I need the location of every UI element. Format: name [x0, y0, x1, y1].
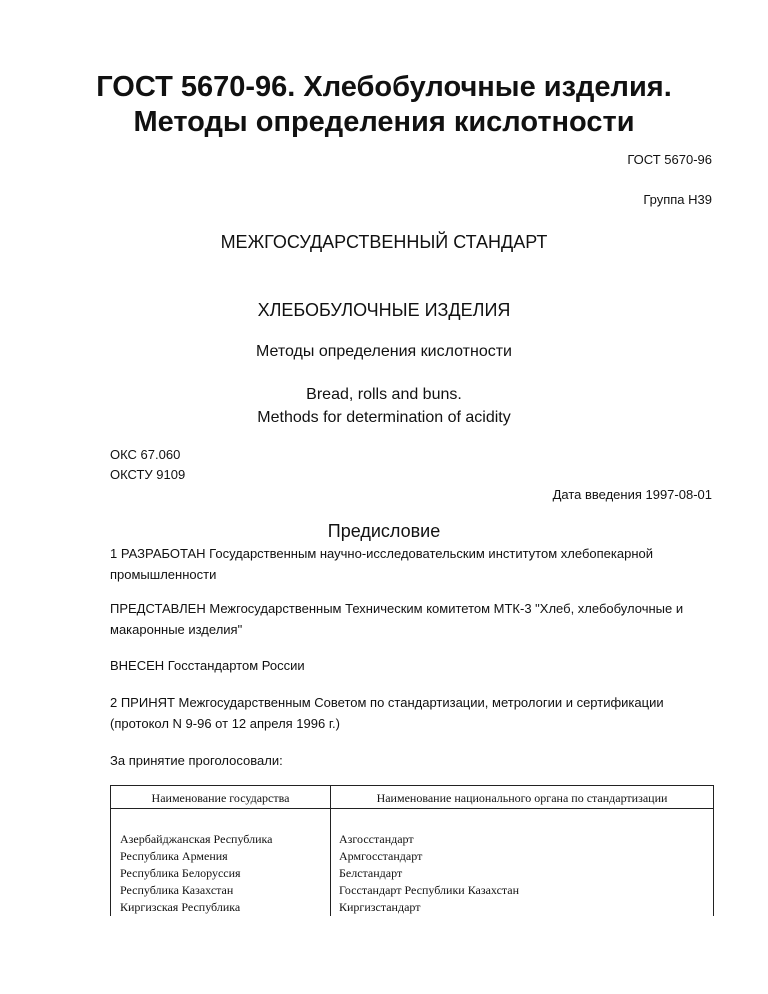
product-heading: ХЛЕБОБУЛОЧНЫЕ ИЗДЕЛИЯ [257, 300, 511, 320]
column-header-body: Наименование национального органа по стандартизации [331, 786, 714, 809]
table-row [111, 882, 714, 899]
state-cell: Киргизская Республика [111, 899, 331, 916]
column-header-state: Наименование государства [111, 786, 331, 809]
english-title [0, 383, 768, 429]
group-code: Группа Н39 [643, 192, 712, 207]
table-row [111, 848, 714, 865]
english-title-line-1: Bread, rolls and buns. [306, 386, 462, 403]
english-title-line-2: Methods for determination of acidity [257, 409, 511, 426]
preface-heading: Предисловие [327, 521, 441, 541]
preface-item-adopted: 2 ПРИНЯТ Межгосударственным Советом по стандартизации, метрологии и сертификации (протокол N 9-96 от 12 апреля 1996 г.) [110, 695, 664, 731]
title-line-1: ГОСТ 5670-96. Хлебобулочные изделия. [96, 71, 672, 103]
body-cell: Белстандарт [331, 865, 714, 882]
standard-number: ГОСТ 5670-96 [627, 152, 712, 167]
oks-code: ОКС 67.060 [110, 447, 181, 462]
table-row [111, 899, 714, 916]
state-cell: Азербайджанская Республика [111, 831, 331, 848]
introduction-date: Дата введения 1997-08-01 [552, 487, 712, 502]
okstu-code: ОКСТУ 9109 [110, 467, 186, 482]
body-cell: Киргизстандарт [331, 899, 714, 916]
body-cell: Госстандарт Республики Казахстан [331, 882, 714, 899]
voting-table [110, 785, 714, 916]
title-line-2: Методы определения кислотности [133, 106, 635, 138]
method-heading: Методы определения кислотности [255, 343, 512, 360]
state-cell: Республика Белоруссия [111, 865, 331, 882]
state-cell: Республика Казахстан [111, 882, 331, 899]
body-cell: Азгосстандарт [331, 831, 714, 848]
preface-item-developed: 1 РАЗРАБОТАН Государственным научно-исследовательским институтом хлебопекарной промышленности [110, 546, 653, 582]
table-row [111, 865, 714, 882]
voting-intro: За принятие проголосовали: [110, 753, 283, 768]
table-header-row [111, 786, 714, 809]
standard-type-heading: МЕЖГОСУДАРСТВЕННЫЙ СТАНДАРТ [220, 232, 548, 252]
preface-item-introduced: ВНЕСЕН Госстандартом России [110, 658, 305, 673]
table-row [111, 831, 714, 848]
document-title [60, 70, 708, 140]
body-cell: Армгосстандарт [331, 848, 714, 865]
state-cell: Республика Армения [111, 848, 331, 865]
preface-item-presented: ПРЕДСТАВЛЕН Межгосударственным Техническим комитетом МТК-3 "Хлеб, хлебобулочные и макаронные изделия" [110, 601, 684, 637]
